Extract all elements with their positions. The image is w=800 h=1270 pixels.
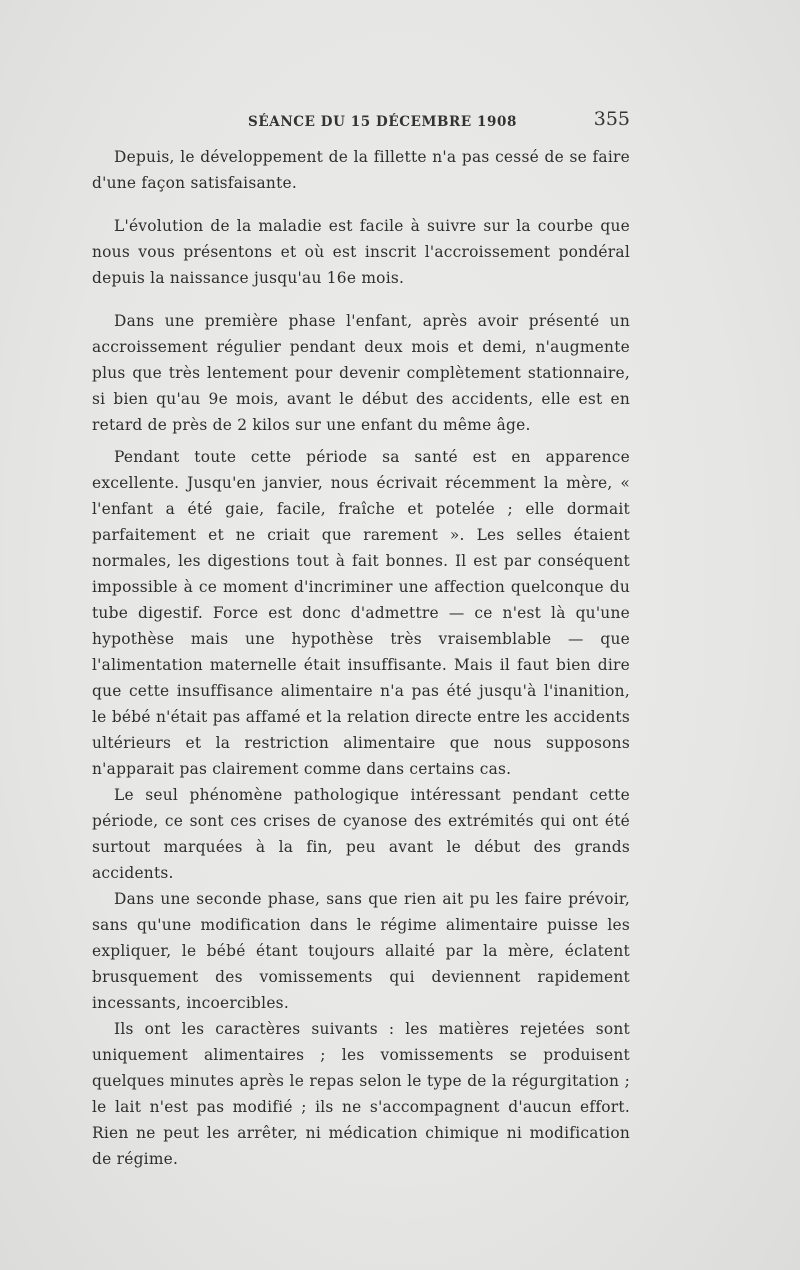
paragraph: Pendant toute cette période sa santé est en apparence excellente. Jusqu'en janvier, nous écrivait récemment la mère, « l'enfant a été gaie, facile, fraîche et potelée ; elle dormait parfaitement et ne criait que rarement ». Les selles étaient normales, les digestions tout à fait bonnes. Il est par conséquent impossible à ce moment d'incriminer une affection quelconque du tube digestif. Force est donc d'admettre — ce n'est là qu'une hypothèse mais une hypothèse très vraisemblable — que l'alimentation maternelle était insuffisante. Mais il faut bien dire que cette insuffisance alimentaire n'a pas été jusqu'à l'inanition, le bébé n'était pas affamé et la relation directe entre les accidents ultérieurs et la restriction alimentaire que nous supposons n'apparait pas clairement comme dans certains cas. — [92, 448, 630, 778]
body-text — [92, 144, 630, 1172]
page-number: 355 — [593, 108, 630, 130]
paragraph: Le seul phénomène pathologique intéressant pendant cette période, ce sont ces crises de cyanose des extrémités qui ont été surtout marquées à la fin, peu avant le début des grands accidents. — [92, 786, 630, 882]
paragraph: Dans une seconde phase, sans que rien ait pu les faire prévoir, sans qu'une modification dans le régime alimentaire puisse les expliquer, le bébé étant toujours allaité par la mère, éclatent brusquement des vomissements qui deviennent rapidement incessants, incoercibles. — [92, 890, 630, 1012]
paragraph: Ils ont les caractères suivants : les matières rejetées sont uniquement alimentaires ; les vomissements se produisent quelques minutes après le repas selon le type de la régurgitation ; le lait n'est pas modifié ; ils ne s'accompagnent d'aucun effort. Rien ne peut les arrêter, ni médication chimique ni modification de régime. — [92, 1020, 630, 1168]
paragraph: L'évolution de la maladie est facile à suivre sur la courbe que nous vous présentons et où est inscrit l'accroissement pondéral depuis la naissance jusqu'au 16e mois. — [92, 217, 630, 287]
paragraph: Depuis, le développement de la fillette n'a pas cessé de se faire d'une façon satisfaisante. — [92, 148, 630, 192]
page-header — [92, 108, 630, 138]
running-title: SÉANCE DU 15 DÉCEMBRE 1908 — [248, 114, 518, 130]
paragraph: Dans une première phase l'enfant, après avoir présenté un accroissement régulier pendant deux mois et demi, n'augmente plus que très lentement pour devenir complètement stationnaire, si bien qu'au 9e mois, avant le début des accidents, elle est en retard de près de 2 kilos sur une enfant du même âge. — [92, 312, 630, 434]
